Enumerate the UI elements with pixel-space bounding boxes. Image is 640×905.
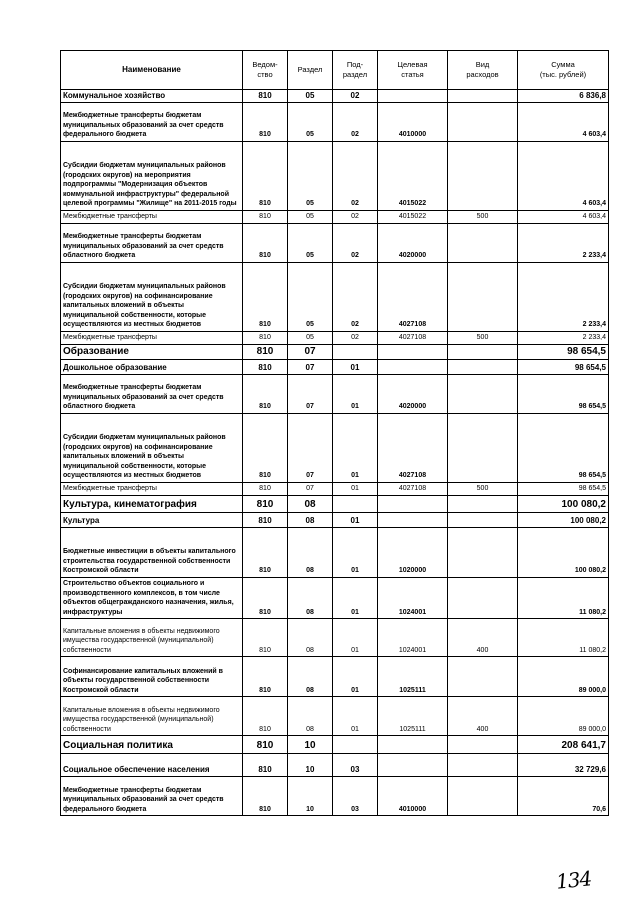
row-ministry: 810 <box>243 513 288 528</box>
row-target-article <box>378 345 448 360</box>
table-row <box>61 90 609 103</box>
row-sum: 11 080,2 <box>518 619 609 657</box>
row-name: Межбюджетные трансферты бюджетам муниципальных образований за счет средств областного бюджета <box>61 224 243 263</box>
row-expense-type: 500 <box>448 483 518 496</box>
table-row <box>61 103 609 142</box>
row-name: Межбюджетные трансферты бюджетам муниципальных образований за счет средств федерального бюджета <box>61 103 243 142</box>
row-target-article: 4015022 <box>378 142 448 211</box>
row-ministry: 810 <box>243 375 288 414</box>
row-sum: 6 836,8 <box>518 90 609 103</box>
row-expense-type <box>448 360 518 375</box>
row-name: Субсидии бюджетам муниципальных районов (городских округов) на софинансирование капитальных вложений в объекты муниципальной собственности, которые осуществляются из местных бюджетов <box>61 263 243 332</box>
row-section: 05 <box>288 90 333 103</box>
row-section: 08 <box>288 528 333 578</box>
row-ministry: 810 <box>243 619 288 657</box>
row-expense-type <box>448 345 518 360</box>
row-section: 08 <box>288 578 333 619</box>
row-ministry: 810 <box>243 697 288 736</box>
row-subsection: 02 <box>333 103 378 142</box>
row-ministry: 810 <box>243 90 288 103</box>
row-ministry: 810 <box>243 736 288 754</box>
row-expense-type: 400 <box>448 697 518 736</box>
row-subsection: 02 <box>333 332 378 345</box>
row-expense-type <box>448 754 518 777</box>
row-subsection: 02 <box>333 90 378 103</box>
row-name: Коммунальное хозяйство <box>61 90 243 103</box>
row-sum: 2 233,4 <box>518 332 609 345</box>
row-sum: 11 080,2 <box>518 578 609 619</box>
table-row <box>61 578 609 619</box>
row-target-article <box>378 736 448 754</box>
row-expense-type <box>448 578 518 619</box>
row-target-article: 4027108 <box>378 414 448 483</box>
row-name: Дошкольное образование <box>61 360 243 375</box>
row-expense-type <box>448 414 518 483</box>
table-row <box>61 697 609 736</box>
row-expense-type <box>448 90 518 103</box>
row-expense-type <box>448 224 518 263</box>
budget-table <box>60 50 609 816</box>
row-sum: 98 654,5 <box>518 414 609 483</box>
row-sum: 2 233,4 <box>518 263 609 332</box>
row-sum: 100 080,2 <box>518 528 609 578</box>
row-sum: 100 080,2 <box>518 496 609 513</box>
table-row <box>61 263 609 332</box>
row-sum: 98 654,5 <box>518 360 609 375</box>
row-subsection: 01 <box>333 513 378 528</box>
header-ministry: Ведом- ство <box>243 51 288 90</box>
row-name: Образование <box>61 345 243 360</box>
row-subsection: 01 <box>333 414 378 483</box>
row-section: 05 <box>288 142 333 211</box>
row-ministry: 810 <box>243 360 288 375</box>
header-subsection: Под- раздел <box>333 51 378 90</box>
table-row <box>61 496 609 513</box>
row-sum: 4 603,4 <box>518 142 609 211</box>
row-expense-type: 400 <box>448 619 518 657</box>
row-target-article <box>378 360 448 375</box>
row-target-article: 4010000 <box>378 777 448 816</box>
row-subsection: 01 <box>333 578 378 619</box>
row-target-article: 4027108 <box>378 263 448 332</box>
row-ministry: 810 <box>243 103 288 142</box>
row-sum: 208 641,7 <box>518 736 609 754</box>
row-section: 05 <box>288 263 333 332</box>
row-subsection: 02 <box>333 263 378 332</box>
row-target-article: 1024001 <box>378 619 448 657</box>
row-target-article: 4027108 <box>378 483 448 496</box>
table-row <box>61 777 609 816</box>
row-section: 08 <box>288 496 333 513</box>
row-subsection: 02 <box>333 224 378 263</box>
page-number: 134 <box>554 866 593 894</box>
row-sum: 89 000,0 <box>518 697 609 736</box>
row-target-article: 4020000 <box>378 375 448 414</box>
row-expense-type <box>448 777 518 816</box>
row-name: Софинансирование капитальных вложений в объекты государственной собственности Костромской области <box>61 657 243 697</box>
row-name: Капитальные вложения в объекты недвижимого имущества государственной (муниципальной) собственности <box>61 697 243 736</box>
row-target-article <box>378 513 448 528</box>
table-row <box>61 360 609 375</box>
row-target-article: 1025111 <box>378 657 448 697</box>
header-name: Наименование <box>61 51 243 90</box>
row-section: 08 <box>288 697 333 736</box>
row-expense-type <box>448 142 518 211</box>
row-expense-type <box>448 657 518 697</box>
row-expense-type <box>448 375 518 414</box>
row-ministry: 810 <box>243 224 288 263</box>
header-sum: Сумма (тыс. рублей) <box>518 51 609 90</box>
row-name: Субсидии бюджетам муниципальных районов (городских округов) на мероприятия подпрограммы "Модернизация объектов коммунальной инфраструктуры" федеральной целевой программы "Жилище" на 2011-2015 годы <box>61 142 243 211</box>
row-ministry: 810 <box>243 578 288 619</box>
row-sum: 4 603,4 <box>518 211 609 224</box>
row-name: Субсидии бюджетам муниципальных районов (городских округов) на софинансирование капитальных вложений в объекты муниципальной собственности, которые осуществляются из местных бюджетов <box>61 414 243 483</box>
table-row <box>61 142 609 211</box>
row-section: 07 <box>288 360 333 375</box>
row-ministry: 810 <box>243 345 288 360</box>
row-name: Межбюджетные трансферты бюджетам муниципальных образований за счет средств федерального бюджета <box>61 777 243 816</box>
row-sum: 32 729,6 <box>518 754 609 777</box>
row-ministry: 810 <box>243 142 288 211</box>
row-sum: 100 080,2 <box>518 513 609 528</box>
row-section: 05 <box>288 224 333 263</box>
row-target-article: 1020000 <box>378 528 448 578</box>
row-section: 10 <box>288 777 333 816</box>
row-name: Культура, кинематография <box>61 496 243 513</box>
row-subsection: 01 <box>333 483 378 496</box>
row-target-article: 4010000 <box>378 103 448 142</box>
row-name: Бюджетные инвестиции в объекты капитального строительства государственной собственности Костромской области <box>61 528 243 578</box>
table-row <box>61 528 609 578</box>
row-section: 10 <box>288 754 333 777</box>
row-name: Строительство объектов социального и производственного комплексов, в том числе объектов общегражданского назначения, жилья, инфраструктуры <box>61 578 243 619</box>
table-row <box>61 513 609 528</box>
table-row <box>61 224 609 263</box>
row-section: 08 <box>288 657 333 697</box>
row-target-article: 1024001 <box>378 578 448 619</box>
table-body <box>61 90 609 816</box>
row-ministry: 810 <box>243 211 288 224</box>
row-subsection: 01 <box>333 528 378 578</box>
row-subsection <box>333 496 378 513</box>
table-row <box>61 657 609 697</box>
row-sum: 89 000,0 <box>518 657 609 697</box>
row-name: Межбюджетные трансферты <box>61 483 243 496</box>
row-name: Социальная политика <box>61 736 243 754</box>
row-sum: 98 654,5 <box>518 345 609 360</box>
row-subsection <box>333 736 378 754</box>
row-target-article: 4027108 <box>378 332 448 345</box>
row-subsection <box>333 345 378 360</box>
row-expense-type: 500 <box>448 211 518 224</box>
table-row <box>61 483 609 496</box>
row-ministry: 810 <box>243 263 288 332</box>
row-subsection: 02 <box>333 211 378 224</box>
row-subsection: 01 <box>333 657 378 697</box>
row-ministry: 810 <box>243 483 288 496</box>
row-name: Межбюджетные трансферты <box>61 332 243 345</box>
row-expense-type <box>448 513 518 528</box>
table-row <box>61 414 609 483</box>
row-name: Межбюджетные трансферты бюджетам муниципальных образований за счет средств областного бюджета <box>61 375 243 414</box>
row-section: 07 <box>288 483 333 496</box>
row-expense-type <box>448 103 518 142</box>
table-row <box>61 375 609 414</box>
row-expense-type <box>448 736 518 754</box>
row-ministry: 810 <box>243 528 288 578</box>
row-name: Капитальные вложения в объекты недвижимого имущества государственной (муниципальной) собственности <box>61 619 243 657</box>
row-expense-type <box>448 496 518 513</box>
row-subsection: 01 <box>333 697 378 736</box>
row-sum: 4 603,4 <box>518 103 609 142</box>
row-target-article <box>378 496 448 513</box>
row-section: 07 <box>288 414 333 483</box>
row-target-article <box>378 754 448 777</box>
row-section: 07 <box>288 345 333 360</box>
row-sum: 2 233,4 <box>518 224 609 263</box>
header-expense-type: Вид расходов <box>448 51 518 90</box>
table-row <box>61 332 609 345</box>
row-expense-type <box>448 263 518 332</box>
row-subsection: 03 <box>333 754 378 777</box>
row-section: 10 <box>288 736 333 754</box>
row-subsection: 01 <box>333 619 378 657</box>
row-expense-type <box>448 528 518 578</box>
row-ministry: 810 <box>243 754 288 777</box>
row-subsection: 01 <box>333 375 378 414</box>
row-subsection: 01 <box>333 360 378 375</box>
row-section: 07 <box>288 375 333 414</box>
table-row <box>61 754 609 777</box>
row-sum: 70,6 <box>518 777 609 816</box>
row-sum: 98 654,5 <box>518 483 609 496</box>
row-section: 05 <box>288 211 333 224</box>
row-section: 05 <box>288 332 333 345</box>
row-section: 08 <box>288 513 333 528</box>
header-target-article: Целевая статья <box>378 51 448 90</box>
table-header-row <box>61 51 609 90</box>
row-ministry: 810 <box>243 332 288 345</box>
row-subsection: 02 <box>333 142 378 211</box>
row-target-article <box>378 90 448 103</box>
row-section: 05 <box>288 103 333 142</box>
row-ministry: 810 <box>243 777 288 816</box>
row-ministry: 810 <box>243 496 288 513</box>
row-target-article: 4015022 <box>378 211 448 224</box>
row-expense-type: 500 <box>448 332 518 345</box>
table-row <box>61 211 609 224</box>
row-target-article: 4020000 <box>378 224 448 263</box>
row-sum: 98 654,5 <box>518 375 609 414</box>
row-name: Социальное обеспечение населения <box>61 754 243 777</box>
table-row <box>61 619 609 657</box>
row-subsection: 03 <box>333 777 378 816</box>
row-name: Культура <box>61 513 243 528</box>
row-ministry: 810 <box>243 657 288 697</box>
row-section: 08 <box>288 619 333 657</box>
table-row <box>61 345 609 360</box>
row-ministry: 810 <box>243 414 288 483</box>
table-row <box>61 736 609 754</box>
header-section: Раздел <box>288 51 333 90</box>
row-target-article: 1025111 <box>378 697 448 736</box>
row-name: Межбюджетные трансферты <box>61 211 243 224</box>
